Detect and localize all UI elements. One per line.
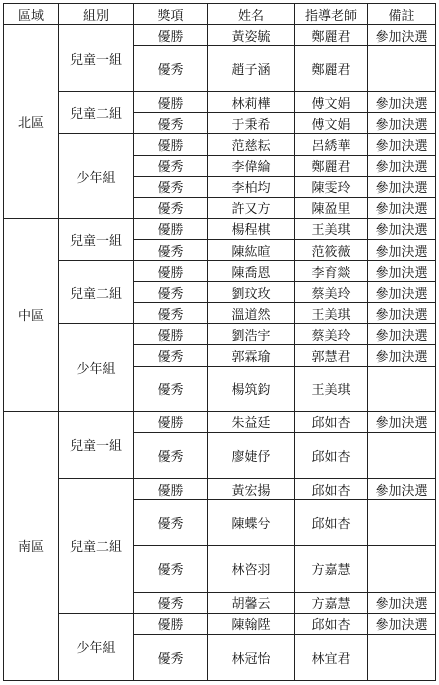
name-cell: 黃宏揚 bbox=[208, 479, 295, 500]
award-cell: 優秀 bbox=[134, 303, 208, 324]
region-cell: 中區 bbox=[4, 218, 59, 411]
name-cell: 陳蝶兮 bbox=[208, 500, 295, 546]
award-cell: 優秀 bbox=[134, 197, 208, 218]
table-row bbox=[4, 324, 436, 345]
award-cell: 優秀 bbox=[134, 345, 208, 366]
award-cell: 優秀 bbox=[134, 239, 208, 260]
note-cell: 參加決選 bbox=[368, 176, 436, 197]
group-cell: 兒童二組 bbox=[59, 92, 134, 134]
name-cell: 趙子涵 bbox=[208, 46, 295, 92]
note-cell: 參加決選 bbox=[368, 218, 436, 239]
award-cell: 優秀 bbox=[134, 113, 208, 134]
award-cell: 優勝 bbox=[134, 218, 208, 239]
note-cell: 參加決選 bbox=[368, 592, 436, 613]
teacher-cell: 鄭麗君 bbox=[295, 46, 368, 92]
group-cell: 兒童一組 bbox=[59, 218, 134, 260]
teacher-cell: 方嘉慧 bbox=[295, 546, 368, 592]
teacher-cell: 邱如杏 bbox=[295, 432, 368, 478]
group-cell: 兒童一組 bbox=[59, 411, 134, 478]
teacher-cell: 傅文娟 bbox=[295, 92, 368, 113]
note-cell: 參加決選 bbox=[368, 411, 436, 432]
group-cell: 少年組 bbox=[59, 613, 134, 680]
note-cell: 參加決選 bbox=[368, 282, 436, 303]
note-cell: 參加決選 bbox=[368, 134, 436, 155]
teacher-cell: 邱如杏 bbox=[295, 411, 368, 432]
name-cell: 郭霖瑜 bbox=[208, 345, 295, 366]
name-cell: 于秉希 bbox=[208, 113, 295, 134]
teacher-cell: 邱如杏 bbox=[295, 500, 368, 546]
teacher-cell: 王美琪 bbox=[295, 303, 368, 324]
name-cell: 范慈耘 bbox=[208, 134, 295, 155]
teacher-cell: 蔡美玲 bbox=[295, 324, 368, 345]
name-cell: 廖婕伃 bbox=[208, 432, 295, 478]
note-cell: 參加決選 bbox=[368, 197, 436, 218]
award-cell: 優勝 bbox=[134, 261, 208, 282]
name-cell: 陳紘暄 bbox=[208, 239, 295, 260]
name-cell: 朱益廷 bbox=[208, 411, 295, 432]
header-teacher: 指導老師 bbox=[295, 4, 368, 25]
teacher-cell: 邱如杏 bbox=[295, 479, 368, 500]
header-note: 備註 bbox=[368, 4, 436, 25]
note-cell bbox=[368, 546, 436, 592]
name-cell: 李偉綸 bbox=[208, 155, 295, 176]
group-cell: 兒童一組 bbox=[59, 25, 134, 92]
note-cell: 參加決選 bbox=[368, 113, 436, 134]
name-cell: 陳喬恩 bbox=[208, 261, 295, 282]
award-cell: 優秀 bbox=[134, 634, 208, 680]
teacher-cell: 鄭麗君 bbox=[295, 25, 368, 46]
award-cell: 優勝 bbox=[134, 411, 208, 432]
teacher-cell: 林宜君 bbox=[295, 634, 368, 680]
name-cell: 劉玟玫 bbox=[208, 282, 295, 303]
teacher-cell: 郭慧君 bbox=[295, 345, 368, 366]
group-cell: 兒童二組 bbox=[59, 261, 134, 324]
award-cell: 優秀 bbox=[134, 46, 208, 92]
name-cell: 林冠怡 bbox=[208, 634, 295, 680]
note-cell: 參加決選 bbox=[368, 324, 436, 345]
teacher-cell: 李育燚 bbox=[295, 261, 368, 282]
award-cell: 優秀 bbox=[134, 592, 208, 613]
award-cell: 優秀 bbox=[134, 546, 208, 592]
name-cell: 林咨羽 bbox=[208, 546, 295, 592]
award-cell: 優勝 bbox=[134, 134, 208, 155]
award-cell: 優勝 bbox=[134, 613, 208, 634]
teacher-cell: 陳盈里 bbox=[295, 197, 368, 218]
note-cell: 參加決選 bbox=[368, 613, 436, 634]
note-cell: 參加決選 bbox=[368, 303, 436, 324]
note-cell: 參加決選 bbox=[368, 261, 436, 282]
table-row bbox=[4, 134, 436, 155]
award-cell: 優秀 bbox=[134, 176, 208, 197]
teacher-cell: 王美琪 bbox=[295, 218, 368, 239]
group-cell: 兒童二組 bbox=[59, 479, 134, 614]
name-cell: 黃姿毓 bbox=[208, 25, 295, 46]
name-cell: 楊程棋 bbox=[208, 218, 295, 239]
region-cell: 南區 bbox=[4, 411, 59, 680]
award-cell: 優勝 bbox=[134, 479, 208, 500]
teacher-cell: 呂綉華 bbox=[295, 134, 368, 155]
header-name: 姓名 bbox=[208, 4, 295, 25]
award-cell: 優秀 bbox=[134, 500, 208, 546]
table-row bbox=[4, 411, 436, 432]
header-row bbox=[4, 4, 436, 25]
note-cell bbox=[368, 46, 436, 92]
note-cell: 參加決選 bbox=[368, 92, 436, 113]
header-group: 組別 bbox=[59, 4, 134, 25]
name-cell: 劉浩宇 bbox=[208, 324, 295, 345]
table-row bbox=[4, 479, 436, 500]
note-cell bbox=[368, 432, 436, 478]
group-cell: 少年組 bbox=[59, 134, 134, 218]
teacher-cell: 鄭麗君 bbox=[295, 155, 368, 176]
award-cell: 優秀 bbox=[134, 155, 208, 176]
region-cell: 北區 bbox=[4, 25, 59, 219]
teacher-cell: 傅文娟 bbox=[295, 113, 368, 134]
teacher-cell: 陳雯玲 bbox=[295, 176, 368, 197]
note-cell: 參加決選 bbox=[368, 155, 436, 176]
table-row bbox=[4, 25, 436, 46]
results-table bbox=[3, 3, 436, 681]
table-row bbox=[4, 218, 436, 239]
name-cell: 楊筑鈞 bbox=[208, 366, 295, 411]
note-cell: 參加決選 bbox=[368, 25, 436, 46]
award-cell: 優勝 bbox=[134, 25, 208, 46]
teacher-cell: 方嘉慧 bbox=[295, 592, 368, 613]
award-cell: 優勝 bbox=[134, 92, 208, 113]
teacher-cell: 王美琪 bbox=[295, 366, 368, 411]
name-cell: 林莉樺 bbox=[208, 92, 295, 113]
award-cell: 優勝 bbox=[134, 324, 208, 345]
note-cell: 參加決選 bbox=[368, 479, 436, 500]
award-cell: 優秀 bbox=[134, 366, 208, 411]
award-cell: 優秀 bbox=[134, 432, 208, 478]
group-cell: 少年組 bbox=[59, 324, 134, 411]
note-cell bbox=[368, 500, 436, 546]
name-cell: 李柏均 bbox=[208, 176, 295, 197]
note-cell: 參加決選 bbox=[368, 345, 436, 366]
name-cell: 陳翰陞 bbox=[208, 613, 295, 634]
teacher-cell: 范筱薇 bbox=[295, 239, 368, 260]
name-cell: 溫道然 bbox=[208, 303, 295, 324]
teacher-cell: 蔡美玲 bbox=[295, 282, 368, 303]
table-row bbox=[4, 261, 436, 282]
note-cell bbox=[368, 634, 436, 680]
header-region: 區域 bbox=[4, 4, 59, 25]
name-cell: 許又方 bbox=[208, 197, 295, 218]
table-row bbox=[4, 92, 436, 113]
note-cell bbox=[368, 366, 436, 411]
note-cell: 參加決選 bbox=[368, 239, 436, 260]
name-cell: 胡馨云 bbox=[208, 592, 295, 613]
table-row bbox=[4, 613, 436, 634]
award-cell: 優秀 bbox=[134, 282, 208, 303]
header-award: 獎項 bbox=[134, 4, 208, 25]
teacher-cell: 邱如杏 bbox=[295, 613, 368, 634]
